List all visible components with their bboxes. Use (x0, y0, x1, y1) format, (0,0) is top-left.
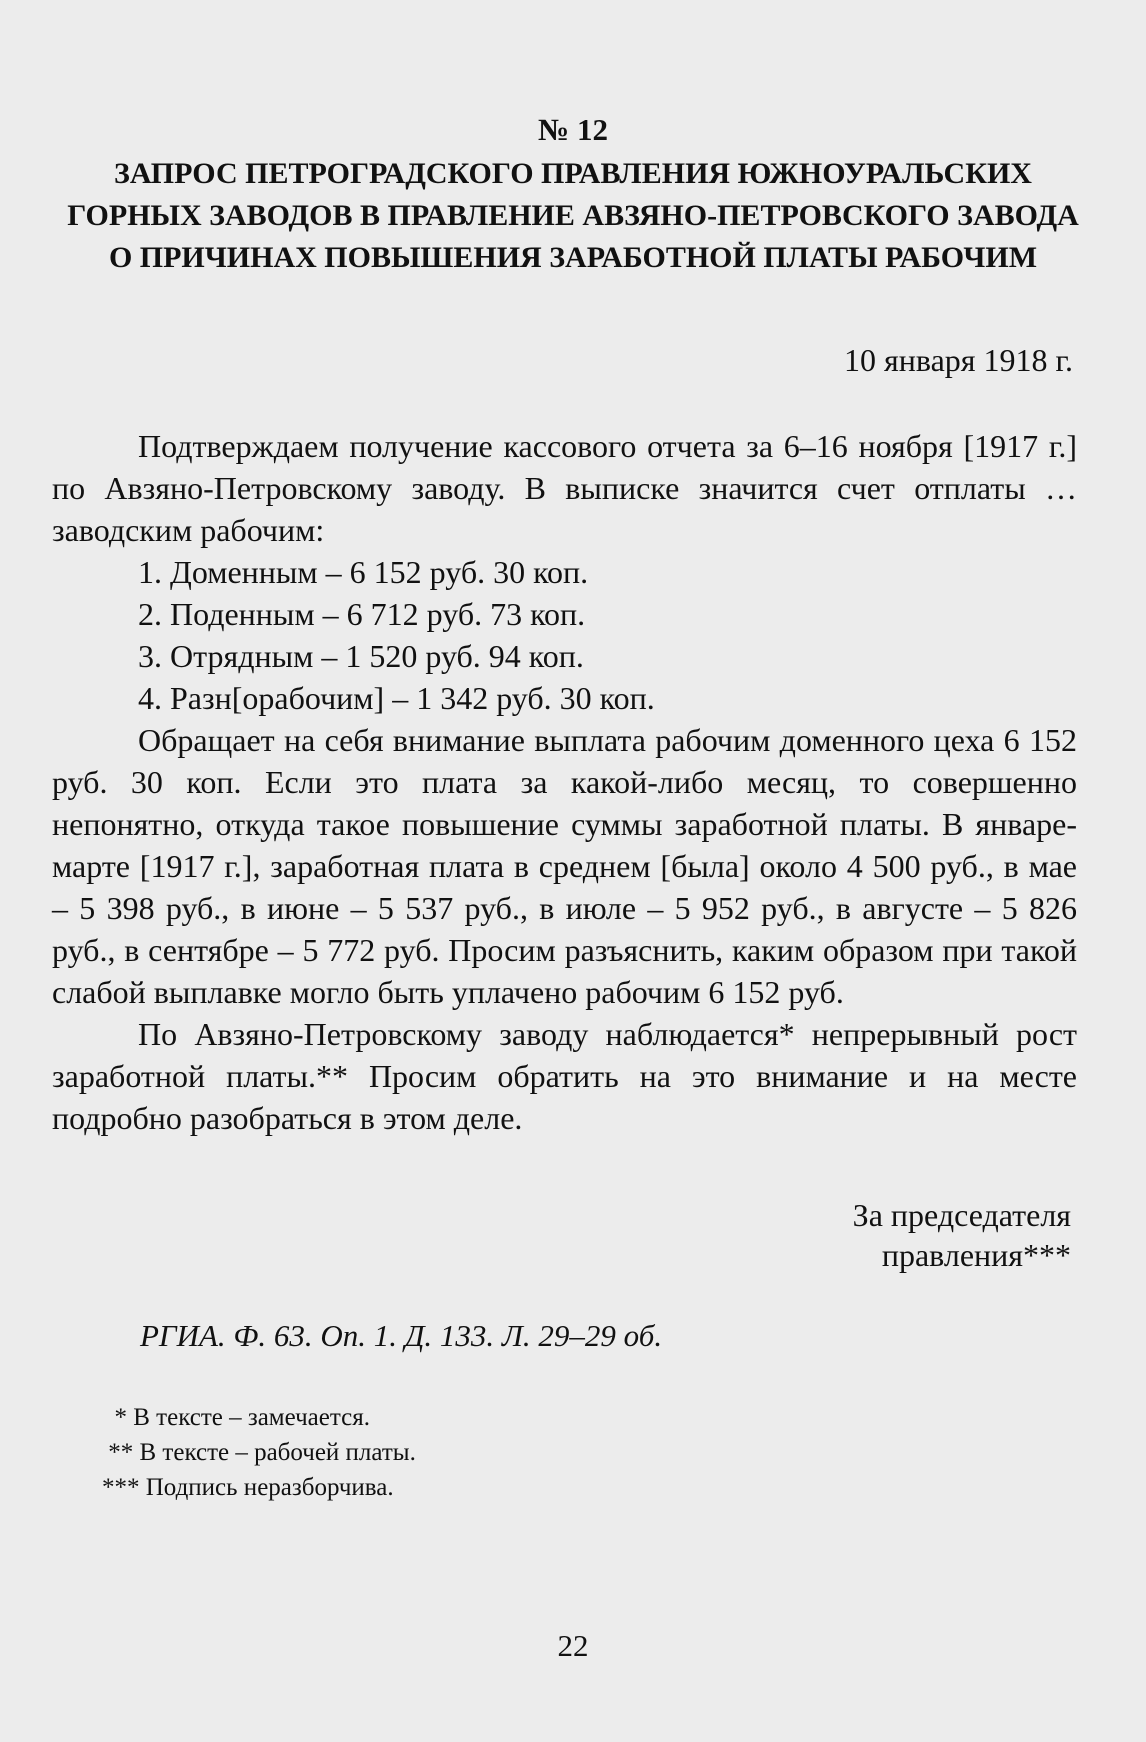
document-body (52, 425, 1077, 1139)
list-item: 4. Разн[орабочим] – 1 342 руб. 30 коп. (138, 680, 655, 716)
list-item: 1. Доменным – 6 152 руб. 30 коп. (138, 554, 589, 590)
paragraph-2: Обращает на себя внимание выплата рабочим доменного цеха 6 152 руб. 30 коп. Если это плата за какой-либо месяц, то совершенно непонятно, откуда такое повышение суммы заработной платы. В январе-марте [1917 г.], заработная плата в среднем [была] около 4 500 руб., в мае – 5 398 руб., в июне – 5 537 руб., в июле – 5 952 руб., в августе – 5 826 руб., в сентябре – 5 772 руб. Просим разъяснить, каким образом при такой слабой выплавке могло быть уплачено рабочим 6 152 руб. (52, 722, 1077, 1010)
list-item: 2. Поденным – 6 712 руб. 73 коп. (138, 596, 586, 632)
list-item: 3. Отрядным – 1 520 руб. 94 коп. (138, 638, 584, 674)
page-number: 22 (557, 1628, 589, 1663)
footnote: *** Подпись неразборчива. (102, 1474, 394, 1501)
footnote: ** В тексте – рабочей платы. (102, 1439, 416, 1466)
document-title: ЗАПРОС ПЕТРОГРАДСКОГО ПРАВЛЕНИЯ ЮЖНОУРАЛЬСКИХ ГОРНЫХ ЗАВОДОВ В ПРАВЛЕНИЕ АВЗЯНО-ПЕТРОВСКОГО ЗАВОДА О ПРИЧИНАХ ПОВЫШЕНИЯ ЗАРАБОТНОЙ ПЛАТЫ РАБОЧИМ (67, 157, 1079, 274)
signature-block (853, 1195, 1071, 1275)
footnotes (102, 1400, 416, 1505)
payment-list (52, 551, 1077, 719)
document-number: № 12 (538, 112, 608, 147)
document-date: 10 января 1918 г. (844, 342, 1073, 378)
paragraph-1: Подтверждаем получение кассового отчета за 6–16 ноября [1917 г.] по Авзяно-Петровскому заводу. В выписке значится счет отплаты …заводским рабочим: (52, 428, 1077, 548)
signature-line: правления*** (881, 1237, 1071, 1273)
footnote: * В тексте – замечается. (102, 1404, 370, 1431)
paragraph-3: По Авзяно-Петровскому заводу наблюдается* непрерывный рост заработной платы.** Просим обратить на это внимание и на месте подробно разобраться в этом деле. (52, 1016, 1077, 1136)
archive-reference: РГИА. Ф. 63. Оп. 1. Д. 133. Л. 29–29 об. (140, 1318, 663, 1353)
signature-line: За председателя (852, 1197, 1071, 1233)
